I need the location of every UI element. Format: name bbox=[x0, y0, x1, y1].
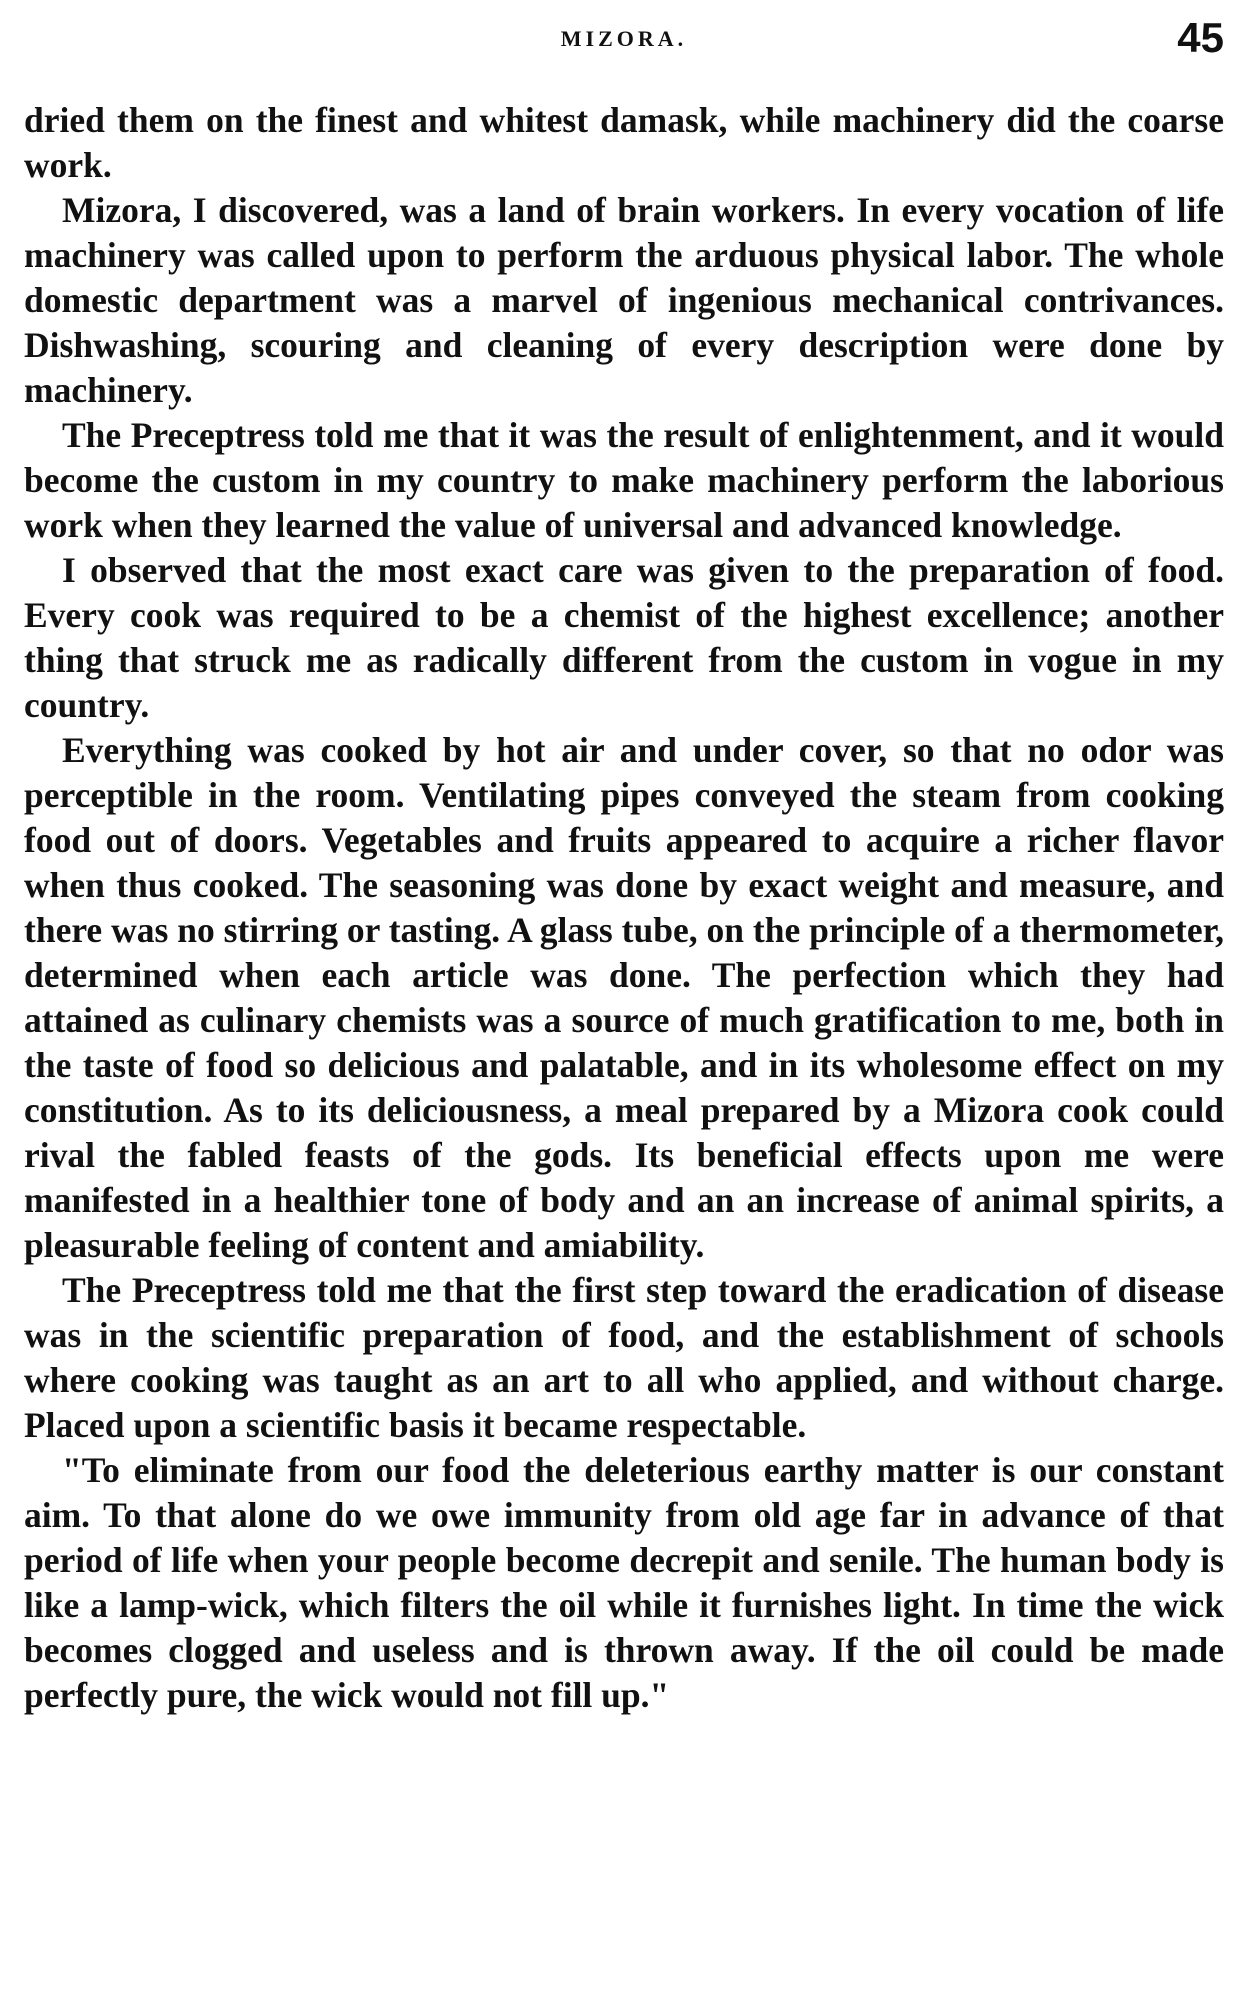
paragraph: dried them on the finest and whitest damask, while machinery did the coarse work. bbox=[24, 100, 1224, 185]
paragraph: The Preceptress told me that it was the result of enlightenment, and it would become the custom in my country to make machinery perform the laborious work when they learned the value of universal and advanced knowledge. bbox=[24, 415, 1224, 545]
paragraph: "To eliminate from our food the deleterious earthy matter is our constant aim. To that alone do we owe immunity from old age far in advance of that period of life when your people become decrepit and senile. The human body is like a lamp-wick, which filters the oil while it furnishes light. In time the wick becomes clogged and useless and is thrown away. If the oil could be made perfectly pure, the wick would not fill up." bbox=[24, 1450, 1224, 1715]
paragraph: Mizora, I discovered, was a land of brain workers. In every vocation of life machinery was called upon to perform the arduous physical labor. The whole domestic department was a marvel of ingenious mechanical contrivances. Dishwashing, scouring and cleaning of every description were done by machinery. bbox=[24, 190, 1224, 410]
running-title: MIZORA. bbox=[560, 26, 688, 51]
page-number: 45 bbox=[1177, 14, 1224, 61]
book-page bbox=[24, 0, 1224, 1990]
body-text bbox=[24, 98, 1224, 1718]
paragraph: I observed that the most exact care was given to the preparation of food. Every cook was required to be a chemist of the highest excellence; another thing that struck me as radically different from the custom in vogue in my country. bbox=[24, 550, 1224, 725]
paragraph: The Preceptress told me that the first step toward the eradication of disease was in the scientific preparation of food, and the establishment of schools where cooking was taught as an art to all who applied, and without charge. Placed upon a scientific basis it became respectable. bbox=[24, 1270, 1224, 1445]
page-header bbox=[24, 14, 1224, 74]
paragraph: Everything was cooked by hot air and under cover, so that no odor was perceptible in the room. Ventilating pipes conveyed the steam from cooking food out of doors. Vegetables and fruits appeared to acquire a richer flavor when thus cooked. The seasoning was done by exact weight and measure, and there was no stirring or tasting. A glass tube, on the principle of a thermometer, determined when each article was done. The perfection which they had attained as culinary chemists was a source of much gratification to me, both in the taste of food so delicious and palatable, and in its wholesome effect on my constitution. As to its deliciousness, a meal prepared by a Mizora cook could rival the fabled feasts of the gods. Its beneficial effects upon me were manifested in a healthier tone of body and an an increase of animal spirits, a pleasurable feeling of content and amiability. bbox=[24, 730, 1224, 1265]
